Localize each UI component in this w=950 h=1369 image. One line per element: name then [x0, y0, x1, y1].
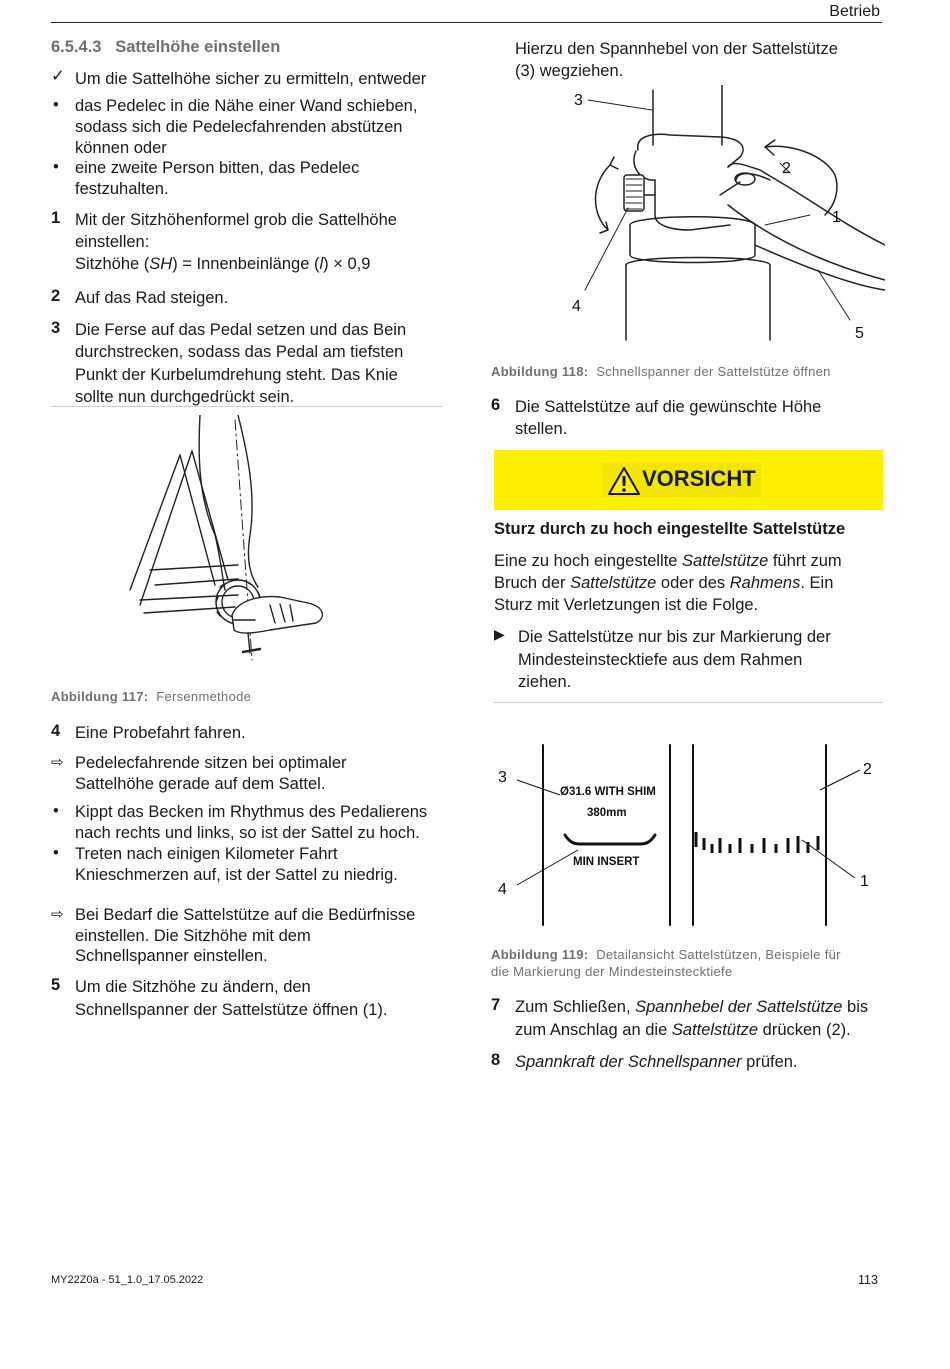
- step-2-text: Auf das Rad steigen.: [75, 289, 229, 307]
- figure-seatpost-markings: [490, 740, 885, 930]
- step-number: 7: [491, 996, 501, 1014]
- result-1: Pedelecfahrende sitzen bei optimaler Sattelhöhe gerade auf dem Sattel.: [75, 754, 347, 793]
- figure-heel-method: [120, 415, 360, 665]
- section-title: [51, 38, 280, 57]
- step-4-text: Eine Probefahrt fahren.: [75, 724, 246, 742]
- action-arrow-icon: ▶: [494, 626, 505, 642]
- step-number: 1: [51, 209, 61, 227]
- bullet-icon: •: [53, 802, 59, 820]
- callout-5: 5: [855, 325, 864, 342]
- section-number: 6.5.4.3: [51, 38, 102, 56]
- step-3-text: Die Ferse auf das Pedal setzen und das Bein durchstrecken, sodass das Pedal am tiefsten Punkt der Kurbelumdrehung steht. Das Knie sollte nun durchgedrückt sein.: [75, 321, 407, 406]
- callout-4: 4: [572, 298, 581, 315]
- seatpost-diameter-label: Ø31.6 WITH SHIM: [560, 786, 656, 798]
- section-title-text: Sattelhöhe einstellen: [115, 38, 281, 56]
- step-number: 8: [491, 1051, 501, 1069]
- step-number: 3: [51, 319, 61, 337]
- bullet-2-2: Treten nach einigen Kilometer Fahrt Knieschmerzen auf, ist der Sattel zu niedrig.: [75, 845, 398, 884]
- figure-119-caption: Abbildung 119: Detailansicht Sattelstützen, Beispiele für die Markierung der Mindesteinstecktiefe: [491, 947, 841, 979]
- intro-text: Hierzu den Spannhebel von der Sattelstütze (3) wegziehen.: [515, 40, 838, 80]
- warning-body: Eine zu hoch eingestellte Sattelstütze führt zum Bruch der Sattelstütze oder des Rahmens. Ein Sturz mit Verletzungen ist die Folge.: [494, 552, 842, 614]
- callout-1: 1: [860, 873, 869, 890]
- callout-2: 2: [782, 160, 791, 177]
- callout-3: 3: [574, 92, 583, 109]
- result-arrow-icon: ⇨: [51, 754, 64, 771]
- bullet-icon: •: [53, 96, 59, 114]
- warning-label: VORSICHT: [642, 466, 756, 491]
- step-number: 5: [51, 976, 61, 994]
- figure-117-caption: Abbildung 117: Fersenmethode: [51, 689, 252, 704]
- min-insert-label: MIN INSERT: [573, 856, 640, 868]
- prerequisite: Um die Sattelhöhe sicher zu ermitteln, entweder: [75, 70, 427, 88]
- prereq-bullet-1: das Pedelec in die Nähe einer Wand schieben, sodass sich die Pedelecfahrenden abstützen können oder: [75, 97, 418, 157]
- seatpost-length-label: 380mm: [587, 807, 627, 819]
- page-number: 113: [858, 1273, 878, 1287]
- prereq-bullet-2: eine zweite Person bitten, das Pedelec festzuhalten.: [75, 159, 360, 198]
- warning-heading: Sturz durch zu hoch eingestellte Sattelstütze: [494, 520, 846, 538]
- bullet-icon: •: [53, 158, 59, 176]
- callout-3: 3: [498, 769, 507, 786]
- header-rule: [51, 22, 882, 23]
- warning-action: Die Sattelstütze nur bis zur Markierung der Mindesteinstecktiefe aus dem Rahmen ziehen.: [518, 628, 831, 691]
- chapter-header: Betrieb: [829, 3, 880, 20]
- step-number: 6: [491, 396, 501, 414]
- divider: [494, 702, 883, 703]
- figure-quick-release: [560, 85, 885, 350]
- check-icon: ✓: [51, 67, 65, 85]
- figure-118-caption: Abbildung 118: Schnellspanner der Sattelstütze öffnen: [491, 364, 831, 379]
- step-number: 2: [51, 287, 61, 305]
- document-id: MY22Z0a - 51_1.0_17.05.2022: [51, 1274, 204, 1286]
- step-8-text: Spannkraft der Schnellspanner prüfen.: [515, 1053, 798, 1071]
- step-7-text: Zum Schließen, Spannhebel der Sattelstütze bis zum Anschlag an die Sattelstütze drücken (2).: [515, 998, 869, 1039]
- bullet-2-1: Kippt das Becken im Rhythmus des Pedalierens nach rechts und links, so ist der Sattel zu hoch.: [75, 803, 428, 842]
- step-number: 4: [51, 722, 61, 740]
- warning-triangle-icon: [607, 466, 641, 496]
- callout-2: 2: [863, 761, 872, 778]
- result-arrow-icon: ⇨: [51, 906, 64, 923]
- step-6-text: Die Sattelstütze auf die gewünschte Höhe stellen.: [515, 398, 822, 438]
- step-5-text: Um die Sitzhöhe zu ändern, den Schnellspanner der Sattelstütze öffnen (1).: [75, 978, 388, 1019]
- callout-4: 4: [498, 881, 507, 898]
- bullet-icon: •: [53, 844, 59, 862]
- divider: [51, 406, 442, 407]
- callout-1: 1: [832, 209, 841, 226]
- step-1-text: Mit der Sitzhöhenformel grob die Sattelhöhe einstellen: Sitzhöhe (SH) = Innenbeinlänge (l) × 0,9: [75, 211, 397, 273]
- result-2: Bei Bedarf die Sattelstütze auf die Bedürfnisse einstellen. Die Sitzhöhe mit dem Schnellspanner einstellen.: [75, 906, 416, 965]
